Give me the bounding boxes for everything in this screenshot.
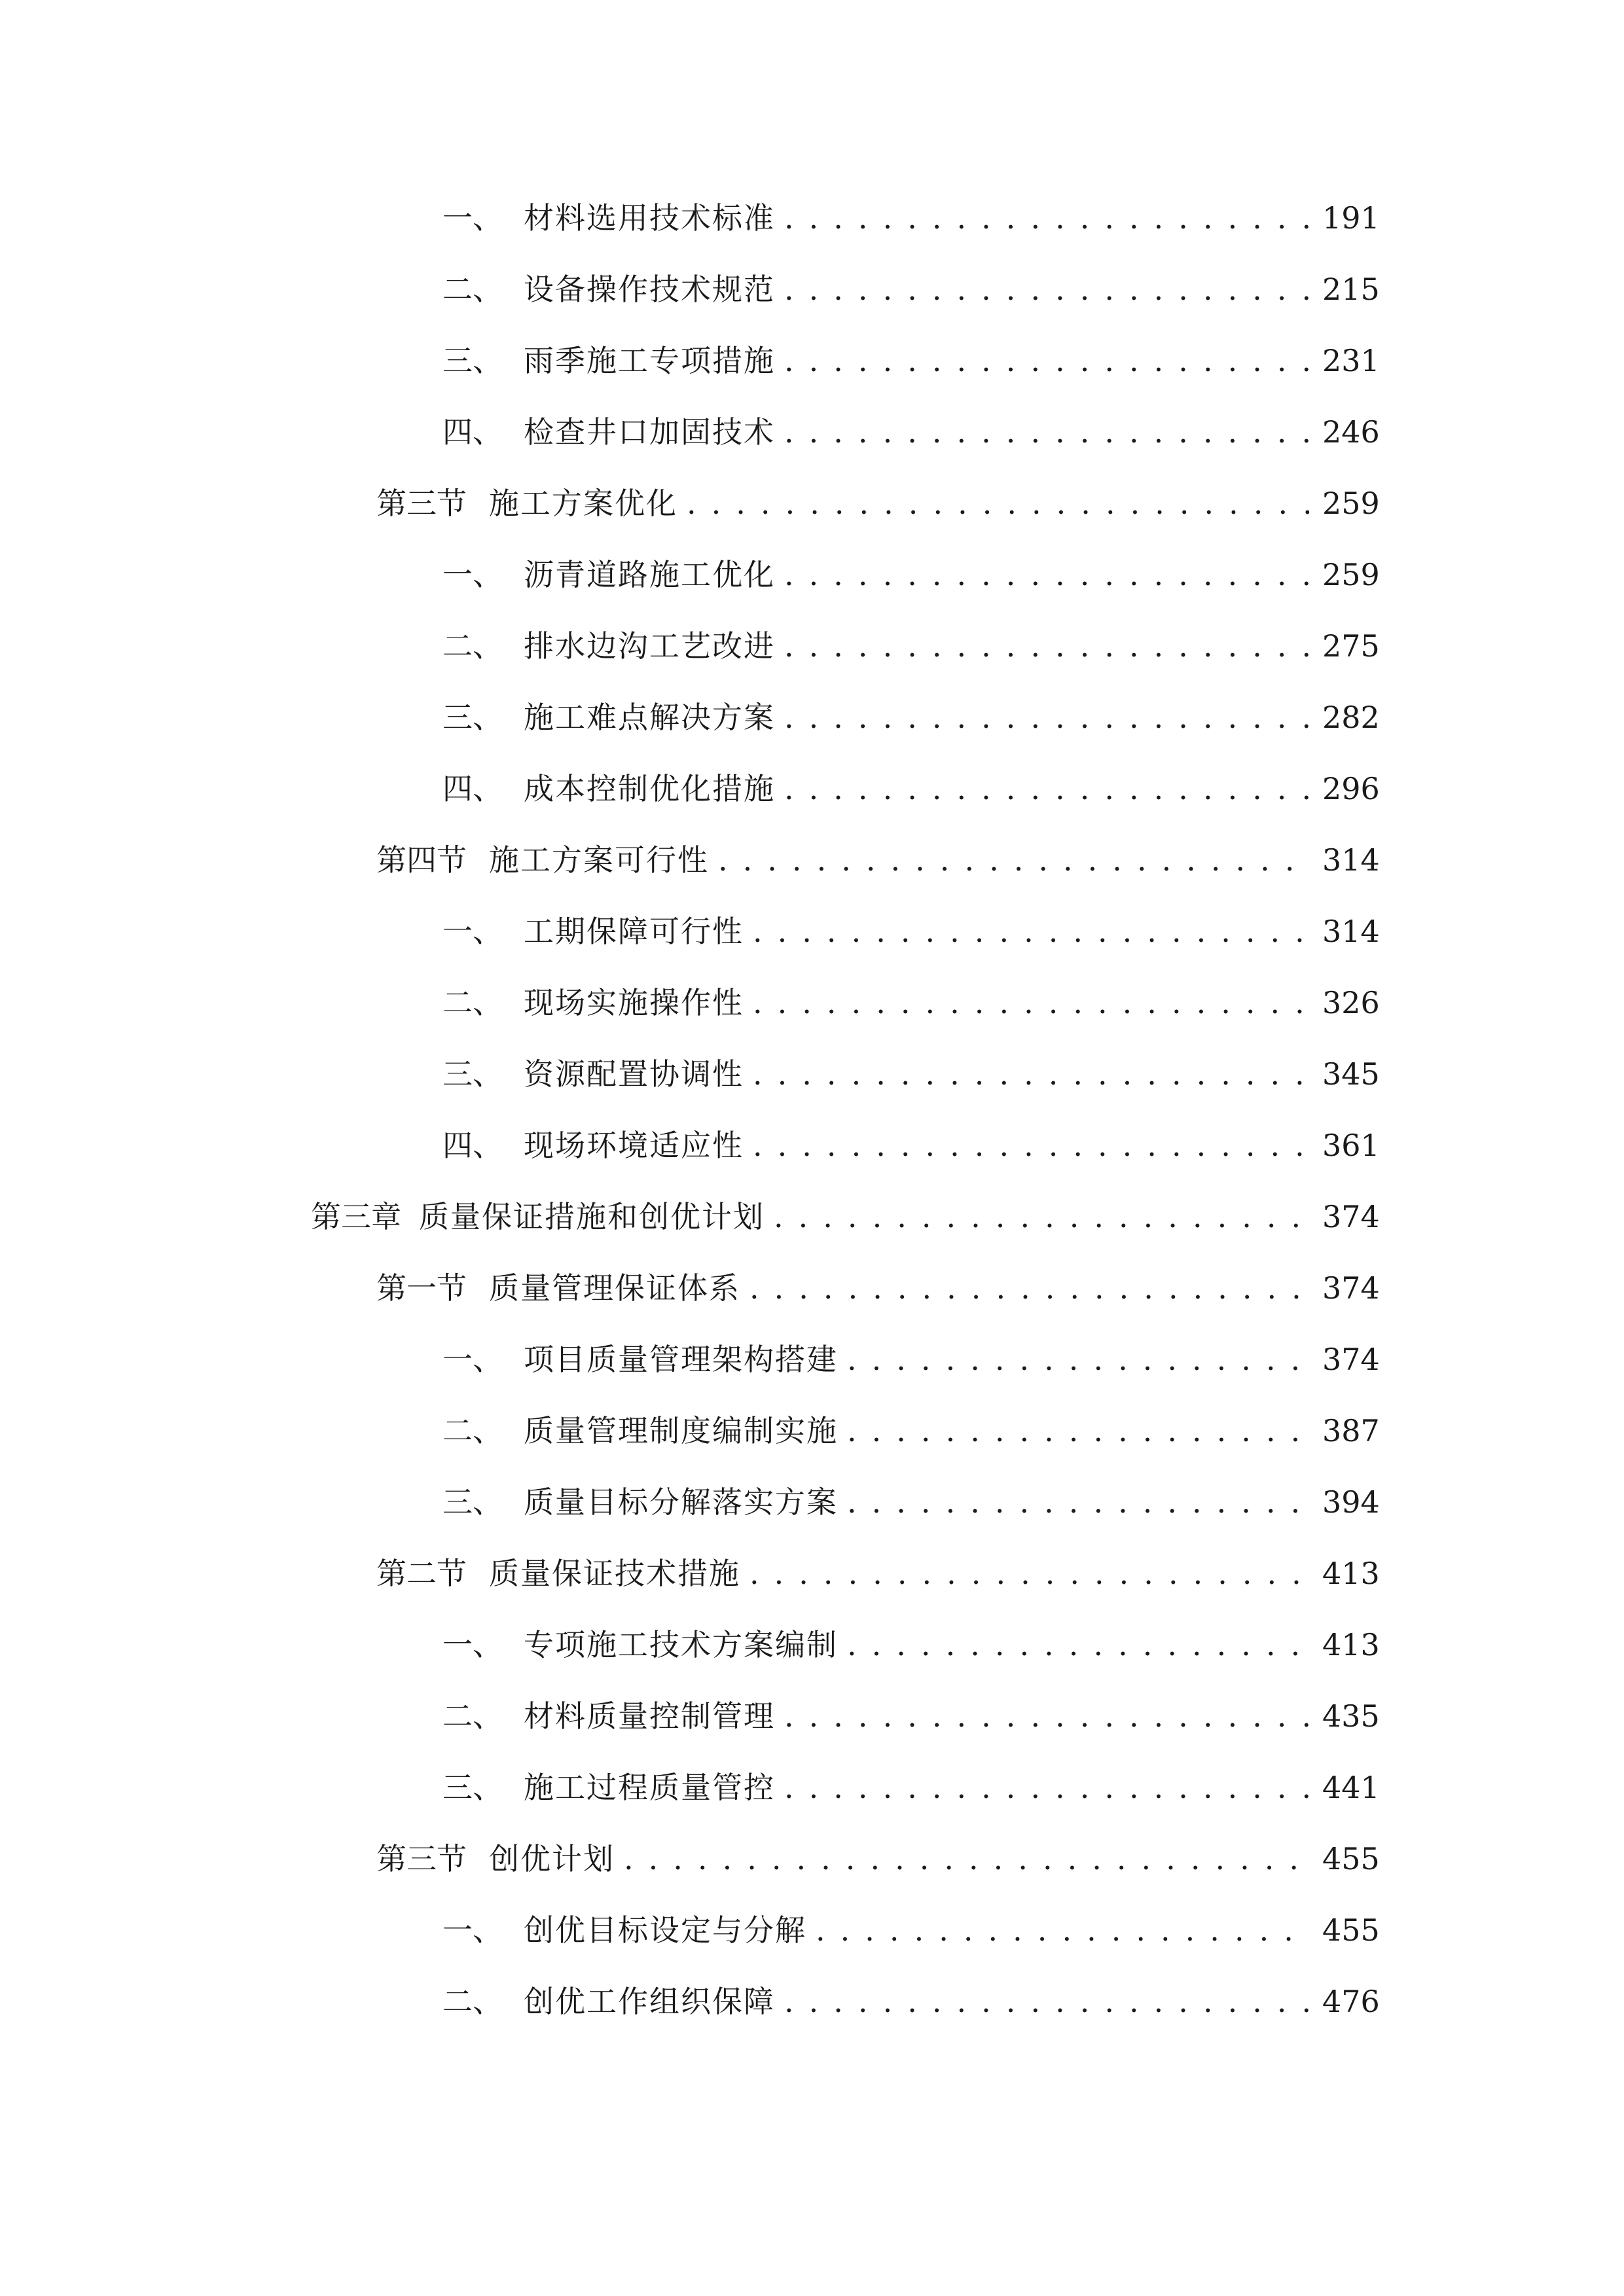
toc-entry[interactable]: [442, 623, 1380, 669]
toc-entry-number: 一、: [442, 1627, 503, 1662]
toc-entry-number: 二、: [442, 1698, 503, 1734]
toc-entry-title: 工期保障可行性: [524, 914, 744, 949]
toc-entry-title: 质量目标分解落实方案: [524, 1484, 838, 1520]
toc-entry-title: 施工过程质量管控: [524, 1770, 775, 1805]
toc-entry[interactable]: [442, 266, 1380, 312]
toc-entry-number: 二、: [442, 272, 503, 307]
toc-entry-page: 326: [1322, 985, 1380, 1020]
toc-entry-page: 191: [1322, 200, 1380, 236]
dot-leader: [753, 1122, 1309, 1168]
toc-entry[interactable]: [442, 1408, 1380, 1454]
toc-entry[interactable]: [376, 480, 1380, 526]
toc-entry-title: 雨季施工专项措施: [524, 343, 775, 378]
toc-entry[interactable]: [442, 1479, 1380, 1525]
toc-entry-page: 296: [1322, 771, 1380, 806]
toc-entry[interactable]: [442, 195, 1380, 241]
toc-entry[interactable]: [442, 1979, 1380, 2024]
toc-entry-number: 四、: [442, 771, 503, 806]
toc-entry-page: 231: [1322, 343, 1380, 378]
toc-entry[interactable]: [376, 837, 1380, 883]
toc-entry-title: 质量保证措施和创优计划: [419, 1199, 765, 1234]
toc-entry-page: 394: [1322, 1484, 1380, 1520]
toc-entry-title: 创优目标设定与分解: [524, 1912, 806, 1948]
toc-entry-page: 314: [1322, 842, 1380, 878]
toc-entry-number: 三、: [442, 700, 503, 735]
toc-entry-page: 215: [1322, 272, 1380, 307]
dot-leader: [784, 694, 1309, 740]
toc-entry-number: 第二节: [376, 1556, 467, 1591]
toc-entry-number: 二、: [442, 1984, 503, 2019]
dot-leader: [784, 1765, 1309, 1810]
toc-entry-number: 二、: [442, 628, 503, 664]
dot-leader: [784, 338, 1309, 384]
toc-entry-number: 四、: [442, 414, 503, 450]
toc-entry-page: 275: [1322, 628, 1380, 664]
toc-entry-page: 476: [1322, 1984, 1380, 2019]
toc-entry[interactable]: [442, 766, 1380, 812]
toc-entry-title: 项目质量管理架构搭建: [524, 1342, 838, 1377]
toc-entry-page: 374: [1322, 1199, 1380, 1234]
toc-entry-title: 创优工作组织保障: [524, 1984, 775, 2019]
toc-entry[interactable]: [442, 552, 1380, 598]
toc-entry[interactable]: [442, 1336, 1380, 1382]
dot-leader: [753, 980, 1309, 1026]
toc-entry-title: 施工难点解决方案: [524, 700, 775, 735]
toc-entry-number: 三、: [442, 1770, 503, 1805]
toc-entry[interactable]: [442, 980, 1380, 1026]
toc-entry-page: 259: [1322, 486, 1380, 521]
toc-entry-page: 259: [1322, 557, 1380, 592]
toc-entry[interactable]: [442, 338, 1380, 384]
toc-entry-title: 排水边沟工艺改进: [524, 628, 775, 664]
toc-entry-number: 一、: [442, 1342, 503, 1377]
toc-entry-title: 材料选用技术标准: [524, 200, 775, 236]
toc-entry-number: 一、: [442, 1912, 503, 1948]
toc-entry[interactable]: [442, 1622, 1380, 1668]
toc-entry[interactable]: [442, 1907, 1380, 1953]
toc-entry-page: 441: [1322, 1770, 1380, 1805]
dot-leader: [784, 766, 1309, 812]
toc-entry-number: 二、: [442, 1413, 503, 1448]
dot-leader: [753, 908, 1309, 954]
dot-leader: [687, 480, 1309, 526]
dot-leader: [784, 409, 1309, 455]
toc-entry-title: 现场实施操作性: [524, 985, 744, 1020]
toc-entry-number: 第一节: [376, 1270, 467, 1306]
toc-entry[interactable]: [442, 694, 1380, 740]
toc-entry-page: 282: [1322, 700, 1380, 735]
toc-entry-number: 一、: [442, 914, 503, 949]
dot-leader: [784, 266, 1309, 312]
dot-leader: [784, 1693, 1309, 1739]
toc-entry-title: 材料质量控制管理: [524, 1698, 775, 1734]
toc-entry-number: 三、: [442, 343, 503, 378]
toc-entry-number: 一、: [442, 557, 503, 592]
dot-leader: [784, 623, 1309, 669]
toc-entry-page: 413: [1322, 1627, 1380, 1662]
toc-entry[interactable]: [376, 1265, 1380, 1311]
dot-leader: [624, 1836, 1309, 1882]
dot-leader: [753, 1051, 1309, 1097]
toc-entry-number: 三、: [442, 1056, 503, 1092]
toc-entry-number: 三、: [442, 1484, 503, 1520]
toc-entry[interactable]: [376, 1551, 1380, 1596]
dot-leader: [784, 1979, 1309, 2024]
toc-entry-title: 沥青道路施工优化: [524, 557, 775, 592]
dot-leader: [774, 1194, 1309, 1240]
toc-entry[interactable]: [442, 1765, 1380, 1810]
toc-entry-page: 314: [1322, 914, 1380, 949]
toc-entry-page: 361: [1322, 1128, 1380, 1163]
toc-entry-title: 检查井口加固技术: [524, 414, 775, 450]
dot-leader: [816, 1907, 1309, 1953]
toc-entry[interactable]: [442, 1051, 1380, 1097]
toc-entry[interactable]: [442, 409, 1380, 455]
toc-entry-page: 374: [1322, 1270, 1380, 1306]
toc-entry-page: 435: [1322, 1698, 1380, 1734]
toc-entry[interactable]: [376, 1836, 1380, 1882]
dot-leader: [784, 552, 1309, 598]
dot-leader: [847, 1622, 1309, 1668]
toc-entry-number: 一、: [442, 200, 503, 236]
toc-entry-title: 设备操作技术规范: [524, 272, 775, 307]
dot-leader: [749, 1265, 1309, 1311]
toc-entry-title: 现场环境适应性: [524, 1128, 744, 1163]
toc-entry-number: 第三节: [376, 486, 467, 521]
toc-entry-page: 387: [1322, 1413, 1380, 1448]
toc-entry-title: 质量管理制度编制实施: [524, 1413, 838, 1448]
toc-entry-title: 质量管理保证体系: [489, 1270, 740, 1306]
toc-entry[interactable]: [442, 1122, 1380, 1168]
toc-entry-number: 第四节: [376, 842, 467, 878]
toc-entry-title: 创优计划: [489, 1841, 615, 1876]
dot-leader: [784, 195, 1309, 241]
dot-leader: [847, 1408, 1309, 1454]
toc-entry-number: 第三节: [376, 1841, 467, 1876]
toc-entry-number: 二、: [442, 985, 503, 1020]
toc-entry-page: 455: [1322, 1841, 1380, 1876]
dot-leader: [718, 837, 1309, 883]
toc-entry-page: 455: [1322, 1912, 1380, 1948]
toc-entry-title: 资源配置协调性: [524, 1056, 744, 1092]
toc-entry-page: 374: [1322, 1342, 1380, 1377]
dot-leader: [847, 1336, 1309, 1382]
toc-entry[interactable]: [442, 1693, 1380, 1739]
dot-leader: [847, 1479, 1309, 1525]
toc-entry-title: 成本控制优化措施: [524, 771, 775, 806]
toc-entry[interactable]: [311, 1194, 1380, 1240]
toc-entry-number: 第三章: [311, 1199, 401, 1234]
toc-entry-title: 施工方案可行性: [489, 842, 709, 878]
toc-entry-page: 345: [1322, 1056, 1380, 1092]
toc-entry-title: 质量保证技术措施: [489, 1556, 740, 1591]
toc-entry-page: 413: [1322, 1556, 1380, 1591]
toc-entry-title: 专项施工技术方案编制: [524, 1627, 838, 1662]
toc-entry-number: 四、: [442, 1128, 503, 1163]
toc-entry[interactable]: [442, 908, 1380, 954]
toc-entry-page: 246: [1322, 414, 1380, 450]
toc-entry-title: 施工方案优化: [489, 486, 677, 521]
dot-leader: [749, 1551, 1309, 1596]
